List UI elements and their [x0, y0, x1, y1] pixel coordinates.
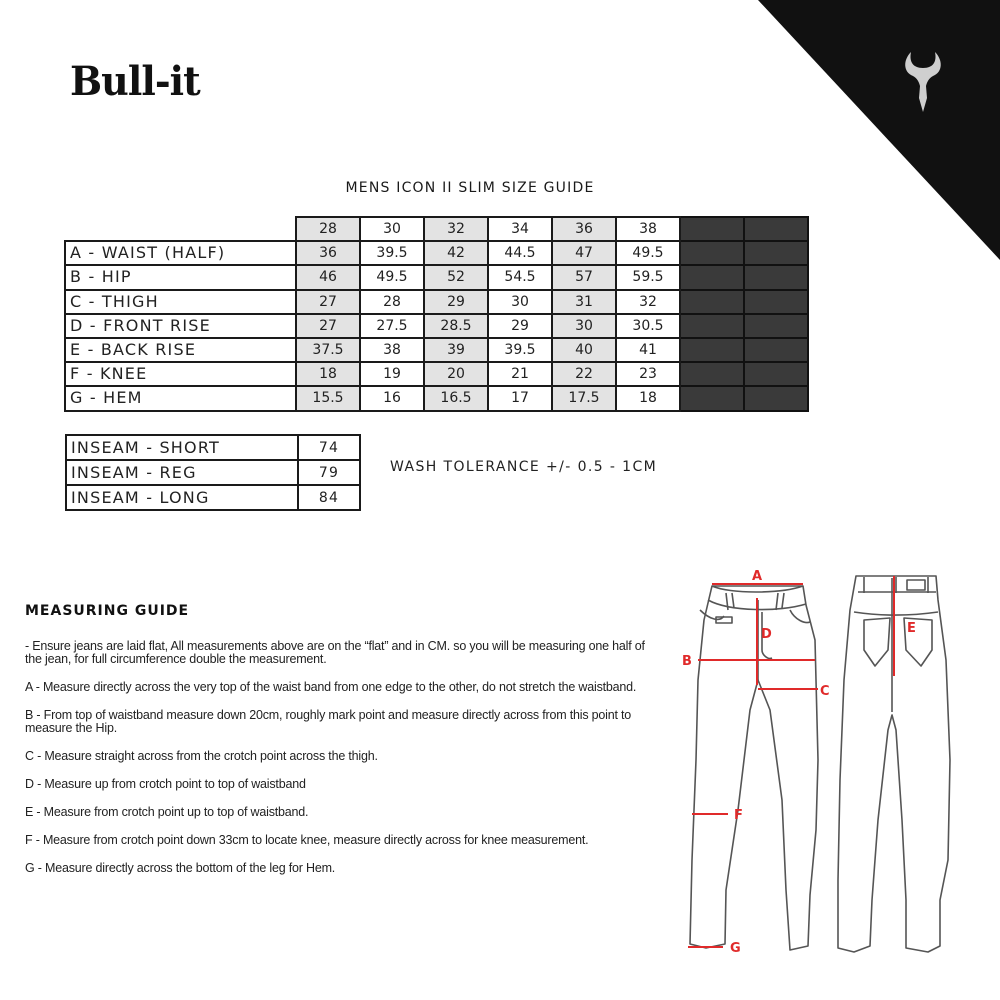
table-row [65, 362, 808, 386]
label-e: E [907, 621, 916, 636]
size-header-cell: 30 [360, 217, 424, 241]
value-cell: 30.5 [616, 314, 680, 338]
value-cell: 27 [296, 290, 360, 314]
value-cell: 30 [552, 314, 616, 338]
value-cell: 41 [616, 338, 680, 362]
inseam-value: 79 [298, 460, 360, 485]
value-cell: 15.5 [296, 386, 360, 410]
value-cell: 40 [552, 338, 616, 362]
guide-item: C - Measure straight across from the crotch point across the thigh. [25, 749, 378, 763]
size-header-cell: 34 [488, 217, 552, 241]
table-row [65, 338, 808, 362]
value-cell: 16 [360, 386, 424, 410]
measuring-guide-title: MEASURING GUIDE [25, 603, 190, 619]
value-cell: 29 [424, 290, 488, 314]
label-a: A [752, 569, 763, 584]
value-cell: 44.5 [488, 241, 552, 265]
table-row [66, 460, 360, 485]
empty-dark-cell [680, 241, 744, 265]
empty-dark-cell [744, 265, 808, 289]
size-table [64, 216, 809, 412]
empty-dark-cell [680, 314, 744, 338]
empty-dark-cell [680, 217, 744, 241]
value-cell: 18 [616, 386, 680, 410]
value-cell: 52 [424, 265, 488, 289]
inseam-label: INSEAM - LONG [66, 485, 298, 510]
value-cell: 28.5 [424, 314, 488, 338]
empty-dark-cell [680, 290, 744, 314]
row-label: F - KNEE [65, 362, 296, 386]
table-row [65, 290, 808, 314]
value-cell: 28 [360, 290, 424, 314]
value-cell: 17 [488, 386, 552, 410]
inseam-value: 74 [298, 435, 360, 460]
inseam-label: INSEAM - REG [66, 460, 298, 485]
value-cell: 32 [616, 290, 680, 314]
table-row [65, 314, 808, 338]
row-label: B - HIP [65, 265, 296, 289]
inseam-value: 84 [298, 485, 360, 510]
value-cell: 31 [552, 290, 616, 314]
value-cell: 49.5 [360, 265, 424, 289]
guide-item: B - From top of waistband measure down 20cm, roughly mark point and measure directly across from this point to measure the Hip. [25, 708, 632, 735]
row-label: C - THIGH [65, 290, 296, 314]
value-cell: 27 [296, 314, 360, 338]
value-cell: 18 [296, 362, 360, 386]
row-label: D - FRONT RISE [65, 314, 296, 338]
guide-item: E - Measure from crotch point up to top of waistband. [25, 805, 309, 819]
guide-item: G - Measure directly across the bottom of the leg for Hem. [25, 861, 336, 875]
value-cell: 37.5 [296, 338, 360, 362]
value-cell: 36 [296, 241, 360, 265]
table-row [65, 265, 808, 289]
empty-dark-cell [744, 314, 808, 338]
wash-tolerance: WASH TOLERANCE +/- 0.5 - 1CM [390, 459, 658, 475]
jeans-measurement-icon [670, 560, 1000, 960]
label-f: F [734, 808, 743, 823]
row-label: E - BACK RISE [65, 338, 296, 362]
label-g: G [730, 941, 741, 956]
table-row [65, 386, 808, 410]
label-c: C [820, 684, 830, 699]
empty-dark-cell [744, 338, 808, 362]
header-blank-cell [65, 217, 296, 241]
brand-logo: Bull-it [70, 58, 200, 105]
value-cell: 20 [424, 362, 488, 386]
value-cell: 47 [552, 241, 616, 265]
guide-item: F - Measure from crotch point down 33cm to locate knee, measure directly across for knee measurement. [25, 833, 589, 847]
value-cell: 21 [488, 362, 552, 386]
guide-item: - Ensure jeans are laid flat, All measurements above are on the “flat” and in CM. so you will be measuring one half of the jean, for full circumference double the measurement. [25, 639, 645, 666]
empty-dark-cell [744, 241, 808, 265]
value-cell: 54.5 [488, 265, 552, 289]
value-cell: 59.5 [616, 265, 680, 289]
size-guide-title: MENS ICON II SLIM SIZE GUIDE [345, 180, 595, 196]
inseam-label: INSEAM - SHORT [66, 435, 298, 460]
value-cell: 29 [488, 314, 552, 338]
label-b: B [682, 654, 692, 669]
row-label: A - WAIST (HALF) [65, 241, 296, 265]
value-cell: 42 [424, 241, 488, 265]
value-cell: 16.5 [424, 386, 488, 410]
empty-dark-cell [680, 362, 744, 386]
empty-dark-cell [744, 290, 808, 314]
empty-dark-cell [744, 217, 808, 241]
guide-item: D - Measure up from crotch point to top of waistband [25, 777, 306, 791]
value-cell: 30 [488, 290, 552, 314]
value-cell: 39 [424, 338, 488, 362]
table-row [66, 435, 360, 460]
table-row [65, 241, 808, 265]
value-cell: 46 [296, 265, 360, 289]
jeans-diagram [670, 560, 1000, 960]
value-cell: 19 [360, 362, 424, 386]
value-cell: 23 [616, 362, 680, 386]
value-cell: 39.5 [360, 241, 424, 265]
size-header-cell: 38 [616, 217, 680, 241]
value-cell: 27.5 [360, 314, 424, 338]
empty-dark-cell [744, 362, 808, 386]
size-header-cell: 28 [296, 217, 360, 241]
empty-dark-cell [680, 386, 744, 410]
empty-dark-cell [680, 338, 744, 362]
value-cell: 49.5 [616, 241, 680, 265]
table-row [66, 485, 360, 510]
measuring-guide-list [25, 640, 645, 890]
size-header-cell: 36 [552, 217, 616, 241]
size-header-cell: 32 [424, 217, 488, 241]
value-cell: 39.5 [488, 338, 552, 362]
value-cell: 38 [360, 338, 424, 362]
guide-item: A - Measure directly across the very top of the waist band from one edge to the other, do not stretch the waistband. [25, 680, 637, 694]
size-header-row [65, 217, 808, 241]
value-cell: 57 [552, 265, 616, 289]
empty-dark-cell [744, 386, 808, 410]
inseam-table [65, 434, 361, 511]
row-label: G - HEM [65, 386, 296, 410]
label-d: D [761, 627, 772, 642]
value-cell: 22 [552, 362, 616, 386]
value-cell: 17.5 [552, 386, 616, 410]
empty-dark-cell [680, 265, 744, 289]
